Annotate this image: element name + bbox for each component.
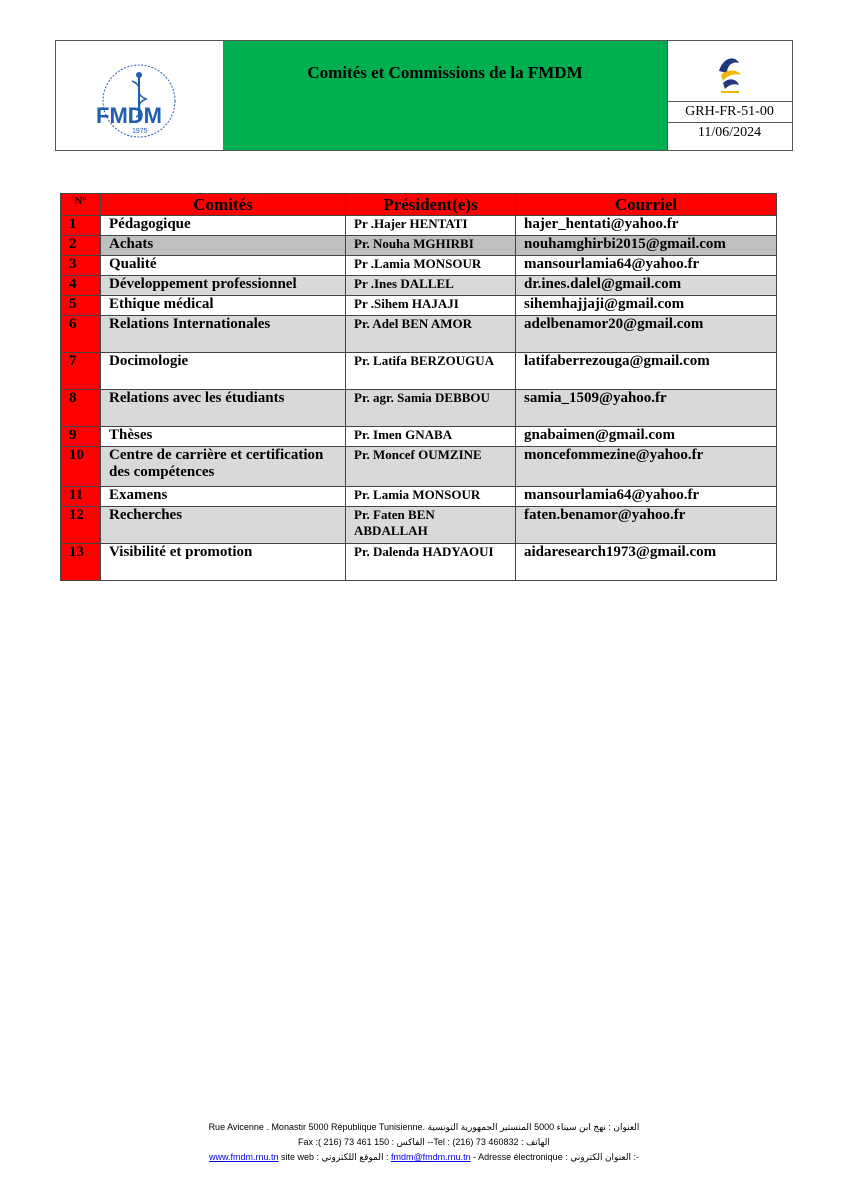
table-row [61, 256, 777, 276]
committee-name: Relations Internationales [101, 316, 346, 353]
table-header-row [61, 194, 777, 216]
email-label: - Adresse électronique : العنوان الكتروني :- [470, 1152, 640, 1162]
row-number: 2 [61, 236, 101, 256]
committee-name: Pédagogique [101, 216, 346, 236]
footer-address: Rue Avicenne . Monastir 5000 République Tunisienne. العنوان : نهج ابن سيناء 5000 المنستير الجمهورية التونسية [208, 1122, 640, 1132]
row-number: 8 [61, 390, 101, 427]
fmdm-logo [56, 41, 224, 150]
table-row [61, 216, 777, 236]
row-number: 1 [61, 216, 101, 236]
president-name: Pr .Ines DALLEL [346, 276, 516, 296]
table-row [61, 427, 777, 447]
row-number: 9 [61, 427, 101, 447]
column-header-number: N° [61, 194, 101, 216]
page-title: Comités et Commissions de la FMDM [307, 63, 583, 82]
email-address: hajer_hentati@yahoo.fr [516, 216, 777, 236]
row-number: 5 [61, 296, 101, 316]
table-row [61, 236, 777, 256]
row-number: 11 [61, 487, 101, 507]
committee-name: Centre de carrière et certification des compétences [101, 447, 346, 487]
website-link[interactable]: www.fmdm.rnu.tn [208, 1152, 279, 1162]
row-number: 3 [61, 256, 101, 276]
footer-phone-fax: Fax :( 216) 73 461 150 : الفاكس --Tel : (216) 73 460832 : الهاتف [298, 1137, 550, 1147]
row-number: 12 [61, 507, 101, 544]
table-row [61, 353, 777, 390]
document-code: GRH-FR-51-00 [667, 101, 792, 123]
row-number: 4 [61, 276, 101, 296]
website-label: site web : الموقع اللكتروني : [278, 1152, 391, 1162]
column-header-email: Courriel [516, 194, 777, 216]
table-row [61, 296, 777, 316]
table-row [61, 390, 777, 427]
committees-table [60, 193, 777, 581]
footer-contact [0, 1152, 848, 1163]
title-banner [223, 41, 668, 150]
column-header-president: Président(e)s [346, 194, 516, 216]
row-number: 13 [61, 544, 101, 581]
president-name: Pr. Lamia MONSOUR [346, 487, 516, 507]
president-name: Pr. Faten BEN ABDALLAH [346, 507, 516, 544]
email-address: samia_1509@yahoo.fr [516, 390, 777, 427]
table-row [61, 276, 777, 296]
committee-name: Achats [101, 236, 346, 256]
email-address: sihemhajjaji@gmail.com [516, 296, 777, 316]
president-name: Pr. Moncef OUMZINE [346, 447, 516, 487]
logo-year: 1975 [132, 128, 148, 135]
email-address: nouhamghirbi2015@gmail.com [516, 236, 777, 256]
row-number: 10 [61, 447, 101, 487]
email-link[interactable]: fmdm@fmdm.rnu.tn [390, 1152, 471, 1162]
email-address: moncefommezine@yahoo.fr [516, 447, 777, 487]
email-address: latifaberrezouga@gmail.com [516, 353, 777, 390]
emblem-icon [667, 41, 792, 101]
committee-name: Ethique médical [101, 296, 346, 316]
committee-name: Qualité [101, 256, 346, 276]
president-name: Pr. Dalenda HADYAOUI [346, 544, 516, 581]
committee-name: Docimologie [101, 353, 346, 390]
row-number: 7 [61, 353, 101, 390]
president-name: Pr .Lamia MONSOUR [346, 256, 516, 276]
document-date: 11/06/2024 [697, 125, 762, 140]
table-row [61, 544, 777, 581]
president-name: Pr. Latifa BERZOUGUA [346, 353, 516, 390]
document-header [55, 40, 793, 151]
table-row [61, 447, 777, 487]
email-address: dr.ines.dalel@gmail.com [516, 276, 777, 296]
email-address: adelbenamor20@gmail.com [516, 316, 777, 353]
president-name: Pr. Nouha MGHIRBI [346, 236, 516, 256]
email-address: aidaresearch1973@gmail.com [516, 544, 777, 581]
committee-name: Visibilité et promotion [101, 544, 346, 581]
table-row [61, 507, 777, 544]
email-address: gnabaimen@gmail.com [516, 427, 777, 447]
university-emblem [667, 41, 792, 102]
email-address: faten.benamor@yahoo.fr [516, 507, 777, 544]
table-row [61, 316, 777, 353]
committee-name: Examens [101, 487, 346, 507]
table-row [61, 487, 777, 507]
committee-name: Développement professionnel [101, 276, 346, 296]
row-number: 6 [61, 316, 101, 353]
president-name: Pr. Adel BEN AMOR [346, 316, 516, 353]
committee-name: Relations avec les étudiants [101, 390, 346, 427]
president-name: Pr .Hajer HENTATI [346, 216, 516, 236]
committee-name: Recherches [101, 507, 346, 544]
column-header-committee: Comités [101, 194, 346, 216]
president-name: Pr. agr. Samia DEBBOU [346, 390, 516, 427]
email-address: mansourlamia64@yahoo.fr [516, 487, 777, 507]
president-name: Pr. Imen GNABA [346, 427, 516, 447]
email-address: mansourlamia64@yahoo.fr [516, 256, 777, 276]
committee-name: Thèses [101, 427, 346, 447]
header-meta [667, 41, 792, 150]
logo-text: FMDM [96, 103, 162, 128]
president-name: Pr .Sihem HAJAJI [346, 296, 516, 316]
